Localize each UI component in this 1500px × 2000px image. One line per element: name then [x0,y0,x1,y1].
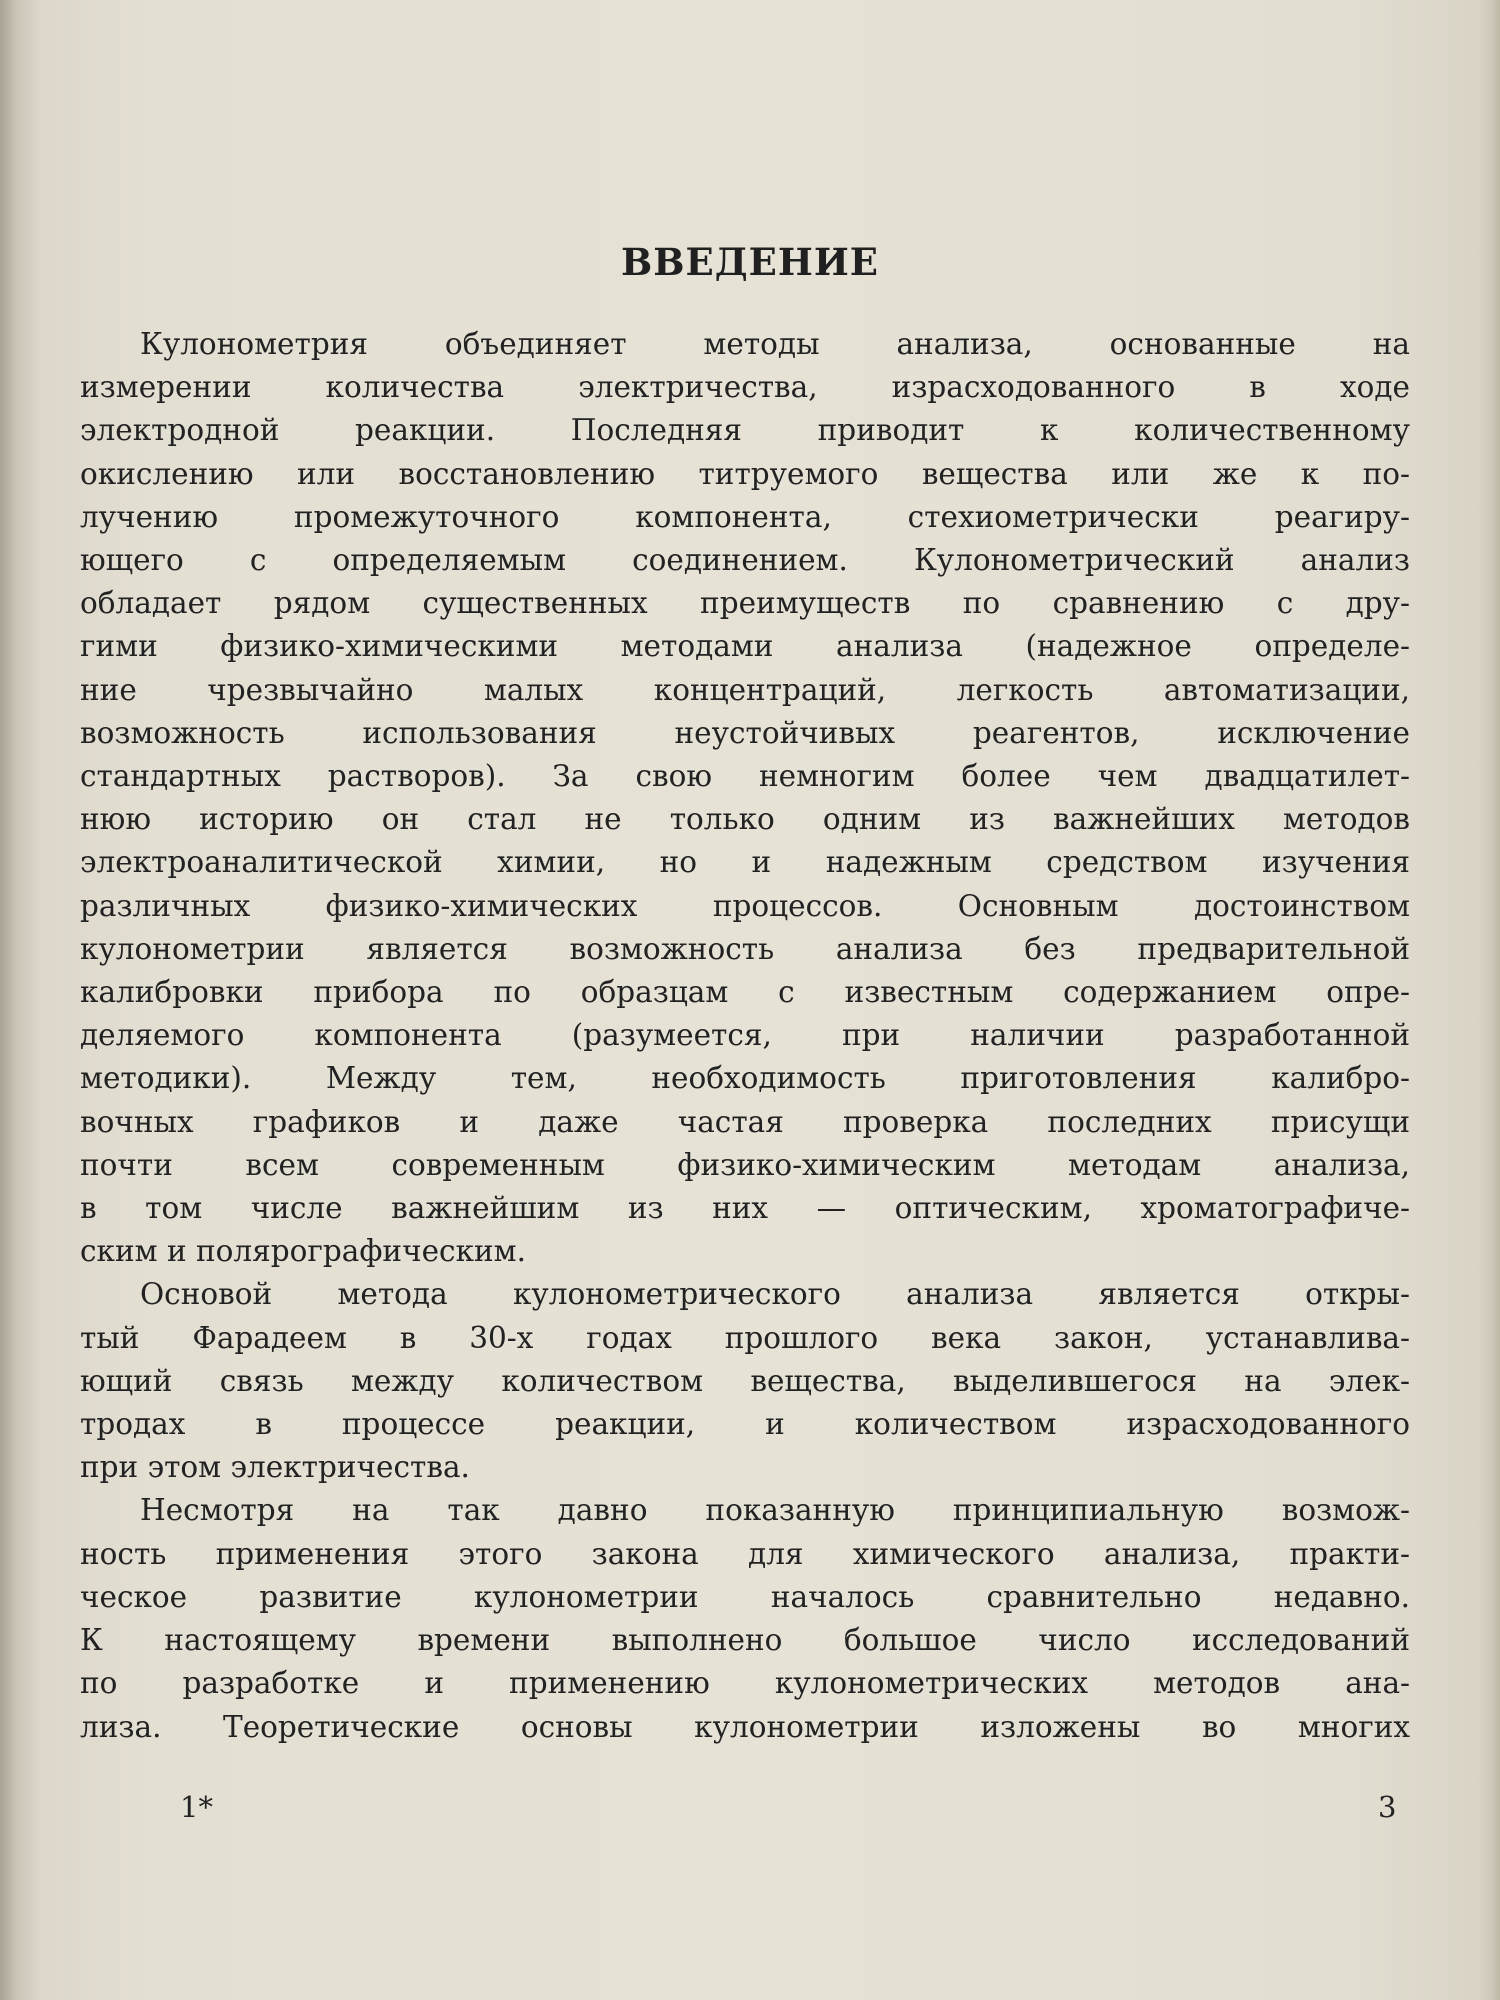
text-line: методики). Между тем, необходимость приготовления калибро- [80,1061,1410,1096]
text-line: тый Фарадеем в 30-х годах прошлого века закон, устанавлива- [80,1320,1410,1355]
text-line: возможность использования неустойчивых реагентов, исключение [80,715,1410,750]
text-line: К настоящему времени выполнено большое число исследований [80,1623,1410,1658]
page-edge-shadow [1478,0,1500,2000]
text-line: Кулонометрия объединяет методы анализа, основанные на [140,327,1410,361]
text-line: гими физико-химическими методами анализа (надежное определе- [80,629,1410,664]
text-line: тродах в процессе реакции, и количеством израсходованного [80,1407,1410,1442]
body-text [80,323,1410,1749]
text-line: лучению промежуточного компонента, стехиометрически реагиру- [80,499,1410,534]
text-line: обладает рядом существенных преимуществ по сравнению с дру- [80,586,1410,621]
text-line: измерении количества электричества, израсходованного в ходе [80,370,1410,405]
text-line: электроаналитической химии, но и надежным средством изучения [80,845,1410,880]
text-line: в том числе важнейшим из них — оптическим, хроматографиче- [80,1191,1410,1226]
text-line: ющего с определяемым соединением. Кулонометрический анализ [80,543,1410,578]
text-line: Несмотря на так давно показанную принципиальную возмож- [140,1493,1410,1528]
text-line: электродной реакции. Последняя приводит к количественному [80,413,1410,448]
text-line: окислению или восстановлению титруемого вещества или же к по- [80,456,1410,491]
text-line: ность применения этого закона для химического анализа, практи- [80,1536,1410,1571]
chapter-title: ВВЕДЕНИЕ [621,240,879,284]
text-line: Основой метода кулонометрического анализа является откры- [140,1277,1410,1312]
book-binding-shadow [0,0,40,2000]
text-line: деляемого компонента (разумеется, при наличии разработанной [80,1018,1410,1053]
text-line: калибровки прибора по образцам с известным содержанием опре- [80,975,1410,1010]
text-line: почти всем современным физико-химическим методам анализа, [80,1147,1410,1182]
text-line: стандартных растворов). За свою немногим более чем двадцатилет- [80,759,1410,794]
text-line: ние чрезвычайно малых концентраций, легкость автоматизации, [80,672,1410,707]
text-line: нюю историю он стал не только одним из важнейших методов [80,802,1410,837]
text-line: по разработке и применению кулонометрических методов ана- [80,1666,1410,1701]
text-line: при этом электричества. [80,1450,470,1485]
text-line: ческое развитие кулонометрии началось сравнительно недавно. [80,1579,1410,1614]
text-line: вочных графиков и даже частая проверка последних присущи [80,1104,1410,1139]
text-line: кулонометрии является возможность анализа без предварительной [80,931,1410,966]
text-line: ющий связь между количеством вещества, выделившегося на элек- [80,1363,1410,1398]
text-line: различных физико-химических процессов. Основным достоинством [80,888,1410,923]
page-number: 3 [1378,1790,1397,1824]
text-line: лиза. Теоретические основы кулонометрии изложены во многих [80,1709,1410,1744]
signature-mark: 1* [180,1790,213,1824]
text-line: ским и полярографическим. [80,1234,526,1269]
